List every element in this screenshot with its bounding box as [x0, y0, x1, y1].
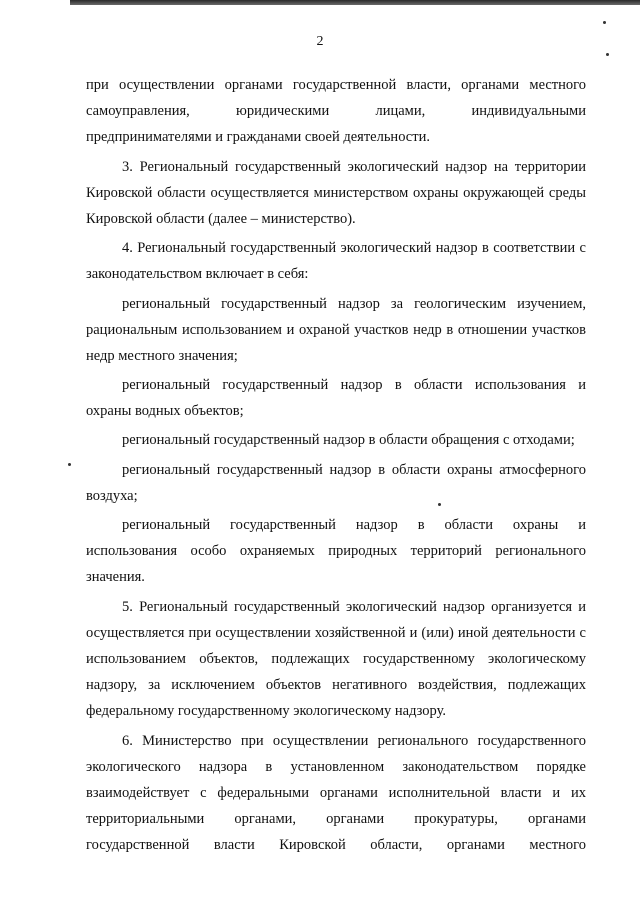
paragraph-6-first-line: 6. Министерство при осуществлении регионального государственного — [122, 732, 586, 749]
text-line: рациональным использованием и охраной участков недр в отношении участков — [86, 321, 586, 338]
list-item-geology: региональный государственный надзор за геологическим изучением, — [122, 295, 586, 312]
scan-speck — [68, 463, 71, 466]
page-number: 2 — [316, 34, 324, 49]
list-item-waste: региональный государственный надзор в области обращения с отходами; — [122, 432, 575, 449]
text-line: при осуществлении органами государственной власти, органами местного — [86, 77, 586, 93]
list-item-water: региональный государственный надзор в области использования и — [122, 377, 586, 394]
text-line: недр местного значения; — [86, 347, 238, 364]
paragraph-3-first-line: 3. Региональный государственный экологический надзор на территории — [122, 158, 586, 175]
text-line: воздуха; — [86, 487, 138, 504]
text-line: надзору, за исключением объектов негативного воздействия, подлежащих — [86, 677, 586, 694]
text-line: Кировской области осуществляется министерством охраны окружающей среды — [86, 184, 586, 201]
text-line: федеральному государственному экологическому надзору. — [86, 703, 447, 720]
paragraph-4-first-line: 4. Региональный государственный экологический надзор в соответствии с — [122, 240, 586, 257]
text-line: Кировской области (далее – министерство). — [86, 210, 356, 227]
text-line: значения. — [86, 569, 145, 586]
text-line: самоуправления, юридическими лицами, индивидуальными — [86, 103, 586, 120]
scan-speck — [606, 53, 609, 56]
document-text — [86, 72, 586, 858]
text-line: государственной власти Кировской области, органами местного — [86, 837, 586, 854]
text-line: предпринимателями и гражданами своей деятельности. — [86, 129, 430, 146]
list-item-protected-areas: региональный государственный надзор в области охраны и — [122, 517, 586, 533]
text-line: использованием объектов, подлежащих государственному экологическому — [86, 650, 586, 667]
text-line: территориальными органами, органами прокуратуры, органами — [86, 811, 586, 828]
text-line: использования особо охраняемых природных территорий регионального — [86, 543, 586, 560]
scan-speck — [603, 21, 606, 24]
list-item-air: региональный государственный надзор в области охраны атмосферного — [122, 461, 586, 478]
text-line: экологического надзора в установленном законодательством порядке — [86, 758, 586, 775]
scan-top-edge — [70, 0, 640, 5]
text-line: законодательством включает в себя: — [86, 266, 309, 283]
paragraph-5-first-line: 5. Региональный государственный экологический надзор организуется и — [122, 598, 586, 615]
text-line: охраны водных объектов; — [86, 403, 244, 420]
text-line: взаимодействует с федеральными органами исполнительной власти и их — [86, 784, 586, 801]
text-line: осуществляется при осуществлении хозяйственной и (или) иной деятельности с — [86, 624, 586, 641]
